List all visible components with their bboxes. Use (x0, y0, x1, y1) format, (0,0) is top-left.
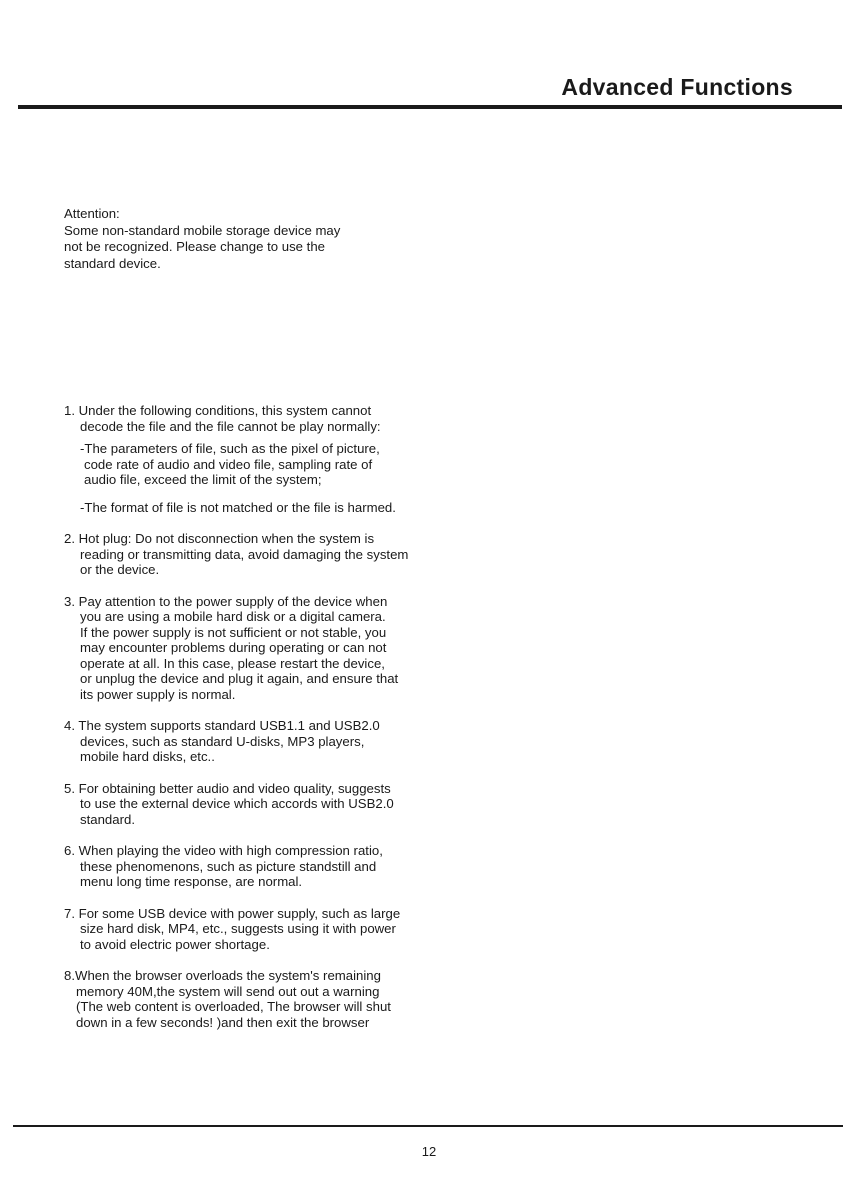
note-text-line: code rate of audio and video file, sampling rate of (84, 456, 373, 472)
attention-text-line: Some non-standard mobile storage device may (64, 222, 341, 238)
note-text-line: its power supply is normal. (80, 686, 236, 702)
note-text-line: 1. Under the following conditions, this system cannot (64, 403, 372, 418)
note-text-line: down in a few seconds! )and then exit the browser (76, 1014, 370, 1030)
note-text-line: size hard disk, MP4, etc., suggests using it with power (80, 921, 396, 936)
note-text-line: devices, such as standard U-disks, MP3 players, (80, 733, 365, 749)
attention-notice (64, 206, 340, 272)
note-text-line: 4. The system supports standard USB1.1 and USB2.0 (64, 718, 380, 733)
note-7 (64, 906, 408, 953)
note-text-line: mobile hard disks, etc.. (80, 749, 215, 764)
attention-heading: Attention: (64, 206, 120, 221)
note-1-subitem-parameters (64, 441, 408, 488)
note-text-line: may encounter problems during operating or can not (80, 640, 387, 655)
note-8 (64, 968, 408, 1030)
note-text-line: to avoid electric power shortage. (80, 936, 270, 952)
note-text-line: 2. Hot plug: Do not disconnection when the system is (64, 531, 375, 546)
note-text-line: or the device. (80, 562, 160, 577)
note-text-line: 8.When the browser overloads the system's remaining (64, 968, 381, 983)
footer-divider (13, 1125, 843, 1127)
note-text-line: 3. Pay attention to the power supply of the device when (64, 593, 388, 609)
note-text-line: or unplug the device and plug it again, and ensure that (80, 671, 399, 686)
note-text-line: decode the file and the file cannot be play normally: (80, 418, 381, 434)
note-text-line: you are using a mobile hard disk or a digital camera. (80, 609, 386, 624)
note-6 (64, 843, 408, 890)
note-text-line: reading or transmitting data, avoid damaging the system (80, 546, 409, 562)
note-text-line: 6. When playing the video with high compression ratio, (64, 843, 383, 858)
note-text-line: -The format of file is not matched or the file is harmed. (80, 499, 396, 515)
header-divider (18, 105, 842, 109)
note-text-line: (The web content is overloaded, The browser will shut (76, 999, 391, 1014)
page-number: 12 (421, 1144, 437, 1159)
note-text-line: 5. For obtaining better audio and video quality, suggests (64, 780, 391, 796)
note-5 (64, 781, 408, 828)
note-text-line: to use the external device which accords with USB2.0 (80, 796, 394, 811)
note-text-line: standard. (80, 811, 135, 827)
note-1-subitem-format (64, 500, 408, 516)
note-text-line: audio file, exceed the limit of the system; (84, 472, 322, 487)
note-text-line: -The parameters of file, such as the pixel of picture, (80, 441, 380, 456)
note-4 (64, 718, 408, 765)
attention-text-line: not be recognized. Please change to use the (64, 239, 326, 254)
note-text-line: operate at all. In this case, please restart the device, (80, 655, 385, 671)
attention-text-line: standard device. (64, 255, 161, 271)
note-3 (64, 594, 408, 703)
page-title: Advanced Functions (561, 74, 793, 100)
note-1 (64, 403, 408, 515)
usb-notes-list (64, 403, 408, 1046)
note-text-line: menu long time response, are normal. (80, 874, 303, 889)
note-text-line: 7. For some USB device with power supply, such as large (64, 905, 401, 921)
note-text-line: If the power supply is not sufficient or not stable, you (80, 624, 387, 640)
note-text-line: memory 40M,the system will send out out a warning (76, 983, 380, 999)
note-text-line: these phenomenons, such as picture standstill and (80, 858, 377, 874)
note-2 (64, 531, 408, 578)
